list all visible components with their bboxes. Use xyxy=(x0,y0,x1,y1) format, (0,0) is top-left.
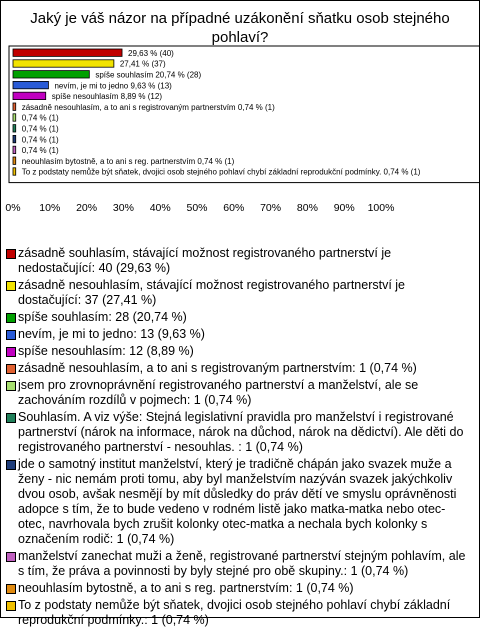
x-tick-7: 70% xyxy=(260,202,282,214)
x-tick-2: 20% xyxy=(76,202,98,214)
bar-9 xyxy=(13,135,16,142)
legend-swatch xyxy=(6,584,16,594)
bar-label-6: zásadně nesouhlasím, a to ani s registrovaným partnerstvím 0,74 % (1) xyxy=(21,102,275,112)
legend-item xyxy=(6,344,468,359)
bar-4 xyxy=(13,81,48,88)
x-tick-5: 50% xyxy=(186,202,208,214)
legend-item xyxy=(6,410,468,455)
bar-6 xyxy=(13,103,16,110)
x-tick-1: 10% xyxy=(39,202,61,214)
legend-swatch xyxy=(6,330,16,340)
bar-label-12: To z podstaty nemůže být sňatek, dvojici osob stejného pohlaví chybí základní reprodukční podmínky. 0,74 % (1) xyxy=(21,167,421,177)
bar-label-11: neouhlasím bytostně, a to ani s reg. partnerstvím 0,74 % (1) xyxy=(21,156,235,166)
legend-item xyxy=(6,457,468,547)
x-tick-4: 40% xyxy=(149,202,171,214)
x-tick-10: 100% xyxy=(367,202,395,214)
bar-1 xyxy=(13,49,122,56)
x-tick-6: 60% xyxy=(223,202,245,214)
bar-12 xyxy=(13,168,16,175)
x-tick-0: 0% xyxy=(5,202,21,214)
bar-7 xyxy=(13,114,16,121)
chart-title: Jaký je váš názor na případné uzákonění sňatku osob stejného pohlaví? xyxy=(30,10,450,46)
legend-label: Souhlasím. A viz výše: Stejná legislativní pravidla pro manželství i registrované partnerství (nárok na informace, nárok na důchod, nárok na dědictví). Ale děti do registrovaného partnerství - nesouhlas. : 1 (0,74 %) xyxy=(18,410,464,454)
legend-item xyxy=(6,361,468,376)
bar-label-4: nevím, je mi to jedno 9,63 % (13) xyxy=(54,81,172,91)
legend-item xyxy=(6,278,468,308)
legend-label: jsem pro zrovnoprávnění registrovaného partnerství a manželství, ale se zachováním rozdílů v pojmech: 1 (0,74 %) xyxy=(18,378,419,407)
legend-item xyxy=(6,378,468,408)
legend-label: nevím, je mi to jedno: 13 (9,63 %) xyxy=(18,327,205,341)
legend-label: neouhlasím bytostně, a to ani s reg. partnerstvím: 1 (0,74 %) xyxy=(18,581,354,595)
bar-2 xyxy=(13,60,114,67)
bar-10 xyxy=(13,146,16,153)
legend-label: zásadně souhlasím, stávající možnost registrovaného partnerství je nedostačující: 40 (29,63 %) xyxy=(18,246,392,275)
bar-label-2: 27,41 % (37) xyxy=(119,59,166,69)
legend-swatch xyxy=(6,601,16,611)
legend-label: spíše souhlasím: 28 (20,74 %) xyxy=(18,310,187,324)
x-tick-3: 30% xyxy=(112,202,134,214)
legend-swatch xyxy=(6,364,16,374)
bar-label-7: 0,74 % (1) xyxy=(21,113,59,123)
legend-label: spíše nesouhlasím: 12 (8,89 %) xyxy=(18,344,194,358)
bar-5 xyxy=(13,92,46,99)
legend-label: manželství zanechat muži a ženě, registrované partnerství stejným pohlavím, ale s tím, že práva a povinnosti by byly stejné pro obě skupiny.: 1 (0,74 %) xyxy=(18,549,466,578)
legend-item xyxy=(6,598,468,628)
bar-8 xyxy=(13,125,16,132)
legend-swatch xyxy=(6,347,16,357)
legend-swatch xyxy=(6,249,16,259)
bar-label-10: 0,74 % (1) xyxy=(21,146,59,156)
legend-swatch xyxy=(6,281,16,291)
legend-item xyxy=(6,327,468,342)
bar-label-5: spíše nesouhlasím 8,89 % (12) xyxy=(51,92,162,102)
legend-item xyxy=(6,581,468,596)
legend-item xyxy=(6,310,468,325)
legend-label: jde o samotný institut manželství, který je tradičně chápán jako svazek muže a ženy - nic nemám proti tomu, aby byl manželstvím nazýván svazek jakýchkoliv dvou osob, avšak nesmějí by mít důsledky do práv dětí ve smyslu oprávněnosti adopce s tím, že to bude vedeno v rodném listě jako matka-matka nebo otec-otec, navrhovala bych zrušit kolonky otec-matka a nechala bych kolonky s označením rodič: 1 (0,74 %) xyxy=(18,457,457,546)
bar-label-8: 0,74 % (1) xyxy=(21,124,59,134)
legend-swatch xyxy=(6,460,16,470)
bar-label-9: 0,74 % (1) xyxy=(21,135,59,145)
x-tick-9: 90% xyxy=(333,202,355,214)
legend-swatch xyxy=(6,552,16,562)
bar-chart xyxy=(0,0,480,240)
chart-legend xyxy=(6,246,468,630)
bar-label-1: 29,63 % (40) xyxy=(128,48,174,58)
bar-3 xyxy=(13,71,89,78)
legend-swatch xyxy=(6,413,16,423)
bar-11 xyxy=(13,157,16,164)
legend-swatch xyxy=(6,381,16,391)
bar-label-3: spíše souhlasím 20,74 % (28) xyxy=(95,70,202,80)
legend-label: To z podstaty nemůže být sňatek, dvojici osob stejného pohlaví chybí základní reprodukční podmínky.: 1 (0,74 %) xyxy=(18,598,451,627)
legend-swatch xyxy=(6,313,16,323)
legend-label: zásadně nesouhlasím, a to ani s registrovaným partnerstvím: 1 (0,74 %) xyxy=(18,361,417,375)
x-tick-8: 80% xyxy=(296,202,318,214)
legend-label: zásadně nesouhlasím, stávající možnost registrovaného partnerství je dostačující: 37 (27,41 %) xyxy=(18,278,406,307)
legend-item xyxy=(6,246,468,276)
legend-item xyxy=(6,549,468,579)
